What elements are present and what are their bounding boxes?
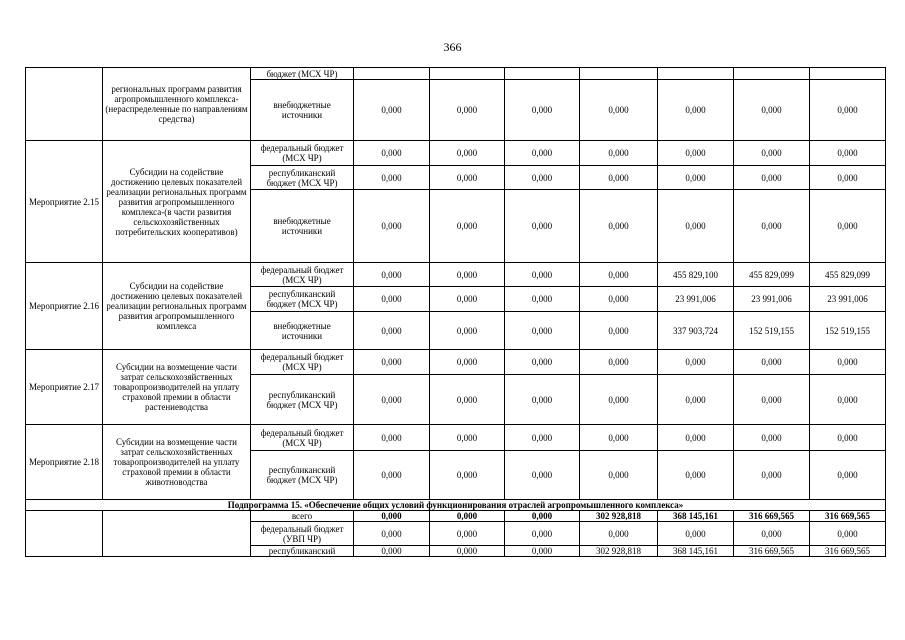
value-cell: 0,000 — [580, 425, 658, 451]
table-row — [26, 141, 886, 166]
value-cell: 0,000 — [354, 166, 430, 190]
value-cell: 302 928,818 — [580, 546, 658, 557]
value-cell: 0,000 — [580, 141, 658, 166]
source-cell: всего — [251, 511, 354, 522]
value-cell: 0,000 — [580, 312, 658, 350]
value-cell: 0,000 — [810, 141, 886, 166]
value-cell: 0,000 — [354, 425, 430, 451]
value-cell: 0,000 — [430, 166, 505, 190]
value-cell: 0,000 — [658, 451, 734, 500]
value-cell: 0,000 — [658, 166, 734, 190]
source-cell: бюджет (МСХ ЧР) — [251, 68, 354, 80]
value-cell: 0,000 — [354, 522, 430, 546]
value-cell: 0,000 — [505, 166, 580, 190]
value-cell: 0,000 — [505, 425, 580, 451]
value-cell: 0,000 — [430, 425, 505, 451]
table-row — [26, 68, 886, 80]
value-cell: 0,000 — [505, 80, 580, 141]
value-cell: 0,000 — [810, 522, 886, 546]
value-cell: 0,000 — [734, 425, 810, 451]
value-cell: 0,000 — [505, 511, 580, 522]
source-cell: республиканский бюджет (МСХ ЧР) — [251, 166, 354, 190]
value-cell: 0,000 — [810, 425, 886, 451]
measure-desc-cell — [103, 511, 251, 557]
value-cell: 0,000 — [734, 190, 810, 263]
value-cell: 0,000 — [810, 350, 886, 375]
measure-label: Мероприятие 2.18 — [26, 425, 103, 500]
table-row — [26, 425, 886, 451]
value-cell: 455 829,099 — [734, 263, 810, 287]
value-cell: 0,000 — [734, 451, 810, 500]
value-cell: 0,000 — [580, 166, 658, 190]
value-cell: 0,000 — [430, 141, 505, 166]
value-cell: 0,000 — [354, 263, 430, 287]
measure-label: Мероприятие 2.17 — [26, 350, 103, 425]
value-cell: 0,000 — [430, 511, 505, 522]
value-cell: 302 928,818 — [580, 511, 658, 522]
value-cell: 0,000 — [430, 190, 505, 263]
value-cell: 316 669,565 — [734, 511, 810, 522]
value-cell: 368 145,161 — [658, 511, 734, 522]
value-cell: 0,000 — [734, 522, 810, 546]
source-cell: федеральный бюджет (УВП ЧР) — [251, 522, 354, 546]
value-cell: 0,000 — [580, 375, 658, 425]
table-row — [26, 350, 886, 375]
value-cell: 0,000 — [658, 425, 734, 451]
source-cell: федеральный бюджет (МСХ ЧР) — [251, 425, 354, 451]
value-cell: 0,000 — [354, 190, 430, 263]
value-cell: 0,000 — [658, 375, 734, 425]
value-cell: 0,000 — [580, 80, 658, 141]
measure-label-cell — [26, 511, 103, 557]
value-cell: 0,000 — [658, 141, 734, 166]
value-cell: 0,000 — [734, 80, 810, 141]
table-row — [26, 511, 886, 522]
value-cell: 0,000 — [734, 350, 810, 375]
value-cell: 23 991,006 — [734, 287, 810, 312]
measure-desc: Субсидии на содействие достижению целевых показателей реализации региональных программ развития агропромышленного комплекса — [103, 263, 251, 350]
value-cell: 0,000 — [810, 80, 886, 141]
value-cell: 0,000 — [354, 375, 430, 425]
value-cell: 0,000 — [505, 522, 580, 546]
value-cell: 0,000 — [505, 190, 580, 263]
value-cell: 0,000 — [580, 190, 658, 263]
table-row — [26, 263, 886, 287]
value-cell: 23 991,006 — [658, 287, 734, 312]
value-cell: 0,000 — [430, 546, 505, 557]
measure-label-cell — [26, 68, 103, 141]
value-cell: 0,000 — [505, 350, 580, 375]
value-cell: 0,000 — [354, 287, 430, 312]
value-cell: 0,000 — [354, 141, 430, 166]
value-cell: 0,000 — [430, 350, 505, 375]
measure-label: Мероприятие 2.15 — [26, 141, 103, 263]
value-cell: 0,000 — [430, 80, 505, 141]
value-cell: 0,000 — [505, 287, 580, 312]
subprogram-title-row — [26, 500, 886, 511]
source-cell: республиканский — [251, 546, 354, 557]
source-cell: внебюджетные источники — [251, 190, 354, 263]
source-cell: федеральный бюджет (МСХ ЧР) — [251, 263, 354, 287]
value-cell: 0,000 — [430, 287, 505, 312]
value-cell: 0,000 — [580, 451, 658, 500]
measure-desc: региональных программ развития агропромышленного комплекса- (нераспределенные по направлениям средства) — [103, 68, 251, 141]
value-cell: 0,000 — [505, 312, 580, 350]
value-cell: 0,000 — [505, 546, 580, 557]
value-cell: 455 829,099 — [810, 263, 886, 287]
value-cell: 23 991,006 — [810, 287, 886, 312]
value-cell: 337 903,724 — [658, 312, 734, 350]
value-cell: 0,000 — [580, 522, 658, 546]
source-cell: внебюджетные источники — [251, 80, 354, 141]
source-cell: республиканский бюджет (МСХ ЧР) — [251, 451, 354, 500]
subprogram-title: Подпрограмма 15. «Обеспечение общих условий функционирования отраслей агропромышленного комплекса» — [26, 500, 886, 511]
value-cell: 0,000 — [354, 451, 430, 500]
value-cell: 152 519,155 — [734, 312, 810, 350]
value-cell: 0,000 — [810, 190, 886, 263]
source-cell: федеральный бюджет (МСХ ЧР) — [251, 141, 354, 166]
value-cell: 0,000 — [580, 263, 658, 287]
budget-table — [25, 67, 886, 557]
value-cell: 0,000 — [580, 287, 658, 312]
value-cell: 0,000 — [734, 166, 810, 190]
value-cell: 0,000 — [430, 451, 505, 500]
value-cell: 0,000 — [505, 263, 580, 287]
value-cell: 0,000 — [354, 80, 430, 141]
value-cell: 0,000 — [505, 141, 580, 166]
value-cell: 0,000 — [580, 350, 658, 375]
value-cell: 0,000 — [658, 350, 734, 375]
source-cell: республиканский бюджет (МСХ ЧР) — [251, 287, 354, 312]
measure-label: Мероприятие 2.16 — [26, 263, 103, 350]
value-cell: 0,000 — [430, 263, 505, 287]
value-cell: 152 519,155 — [810, 312, 886, 350]
value-cell: 316 669,565 — [810, 511, 886, 522]
value-cell: 0,000 — [810, 375, 886, 425]
source-cell: федеральный бюджет (МСХ ЧР) — [251, 350, 354, 375]
value-cell: 0,000 — [810, 451, 886, 500]
value-cell: 316 669,565 — [810, 546, 886, 557]
value-cell: 0,000 — [505, 451, 580, 500]
source-cell: республиканский бюджет (МСХ ЧР) — [251, 375, 354, 425]
value-cell: 0,000 — [430, 522, 505, 546]
value-cell: 0,000 — [505, 375, 580, 425]
value-cell: 455 829,100 — [658, 263, 734, 287]
value-cell: 0,000 — [354, 511, 430, 522]
value-cell: 368 145,161 — [658, 546, 734, 557]
value-cell: 316 669,565 — [734, 546, 810, 557]
measure-desc: Субсидии на содействие достижению целевых показателей реализации региональных программ развития агропромышленного комплекса-(в части развития сельскохозяйственных потребительских кооперативов) — [103, 141, 251, 263]
value-cell: 0,000 — [354, 350, 430, 375]
value-cell: 0,000 — [658, 80, 734, 141]
measure-desc: Субсидии на возмещение части затрат сельскохозяйственных товаропроизводителей на уплату страховой премии в области растениеводства — [103, 350, 251, 425]
value-cell: 0,000 — [658, 522, 734, 546]
page-number: 366 — [443, 40, 462, 54]
measure-desc: Субсидии на возмещение части затрат сельскохозяйственных товаропроизводителей на уплату страховой премии в области животноводства — [103, 425, 251, 500]
source-cell: внебюджетные источники — [251, 312, 354, 350]
value-cell: 0,000 — [354, 546, 430, 557]
value-cell: 0,000 — [810, 166, 886, 190]
value-cell: 0,000 — [430, 375, 505, 425]
value-cell: 0,000 — [430, 312, 505, 350]
value-cell: 0,000 — [734, 141, 810, 166]
value-cell: 0,000 — [734, 375, 810, 425]
value-cell: 0,000 — [354, 312, 430, 350]
value-cell: 0,000 — [658, 190, 734, 263]
